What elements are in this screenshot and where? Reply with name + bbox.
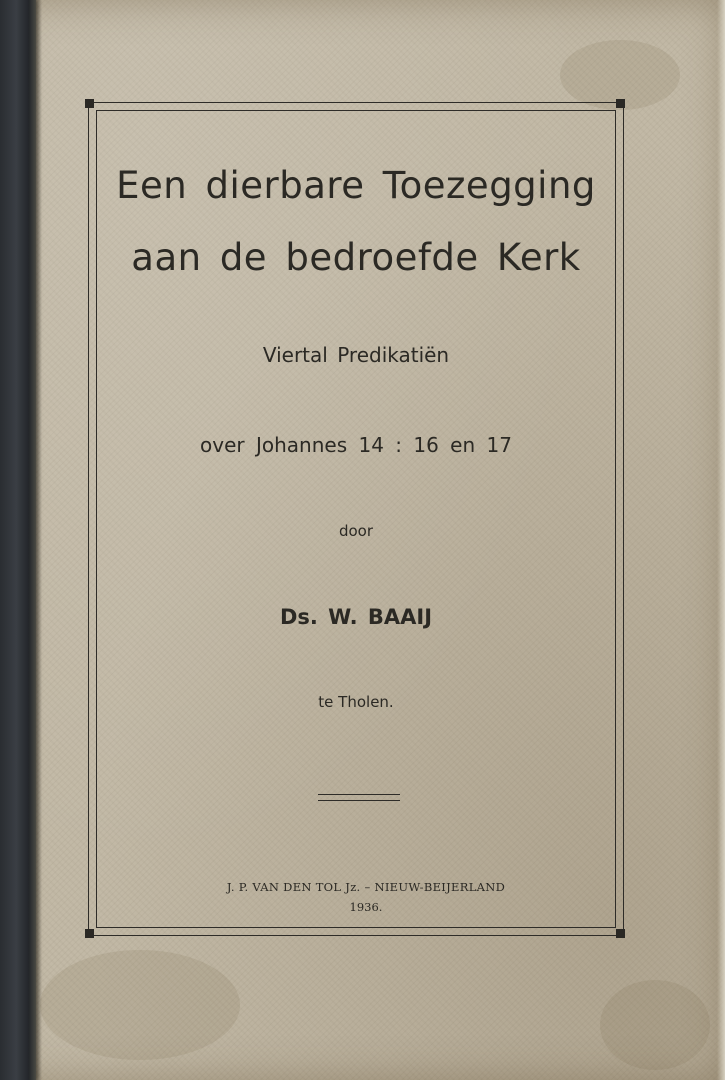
double-rule-bottom [318,800,400,801]
book-spine [0,0,36,1080]
frame-corner-ornament [85,99,94,108]
spine-shadow [36,0,42,1080]
title-line-1: Een dierbare Toezegging [116,164,596,207]
cover-right-edge [717,0,725,1080]
author-name: Ds. W. BAAIJ [279,605,433,629]
subtitle: Viertal Predikatiën [262,343,450,367]
frame-corner-ornament [85,929,94,938]
frame-corner-ornament [616,99,625,108]
publisher: J. P. VAN DEN TOL Jz. – NIEUW-BEIJERLAND [226,880,506,894]
paper-stain [40,950,240,1060]
decorative-frame-inner [96,110,616,928]
paper-stain [600,980,710,1070]
frame-corner-ornament [616,929,625,938]
publication-year: 1936. [349,900,383,914]
double-rule-top [318,794,400,795]
by-label: door [338,522,374,540]
scripture-reference: over Johannes 14 : 16 en 17 [200,433,512,457]
author-place: te Tholen. [318,693,394,711]
title-line-2: aan de bedroefde Kerk [131,236,581,279]
